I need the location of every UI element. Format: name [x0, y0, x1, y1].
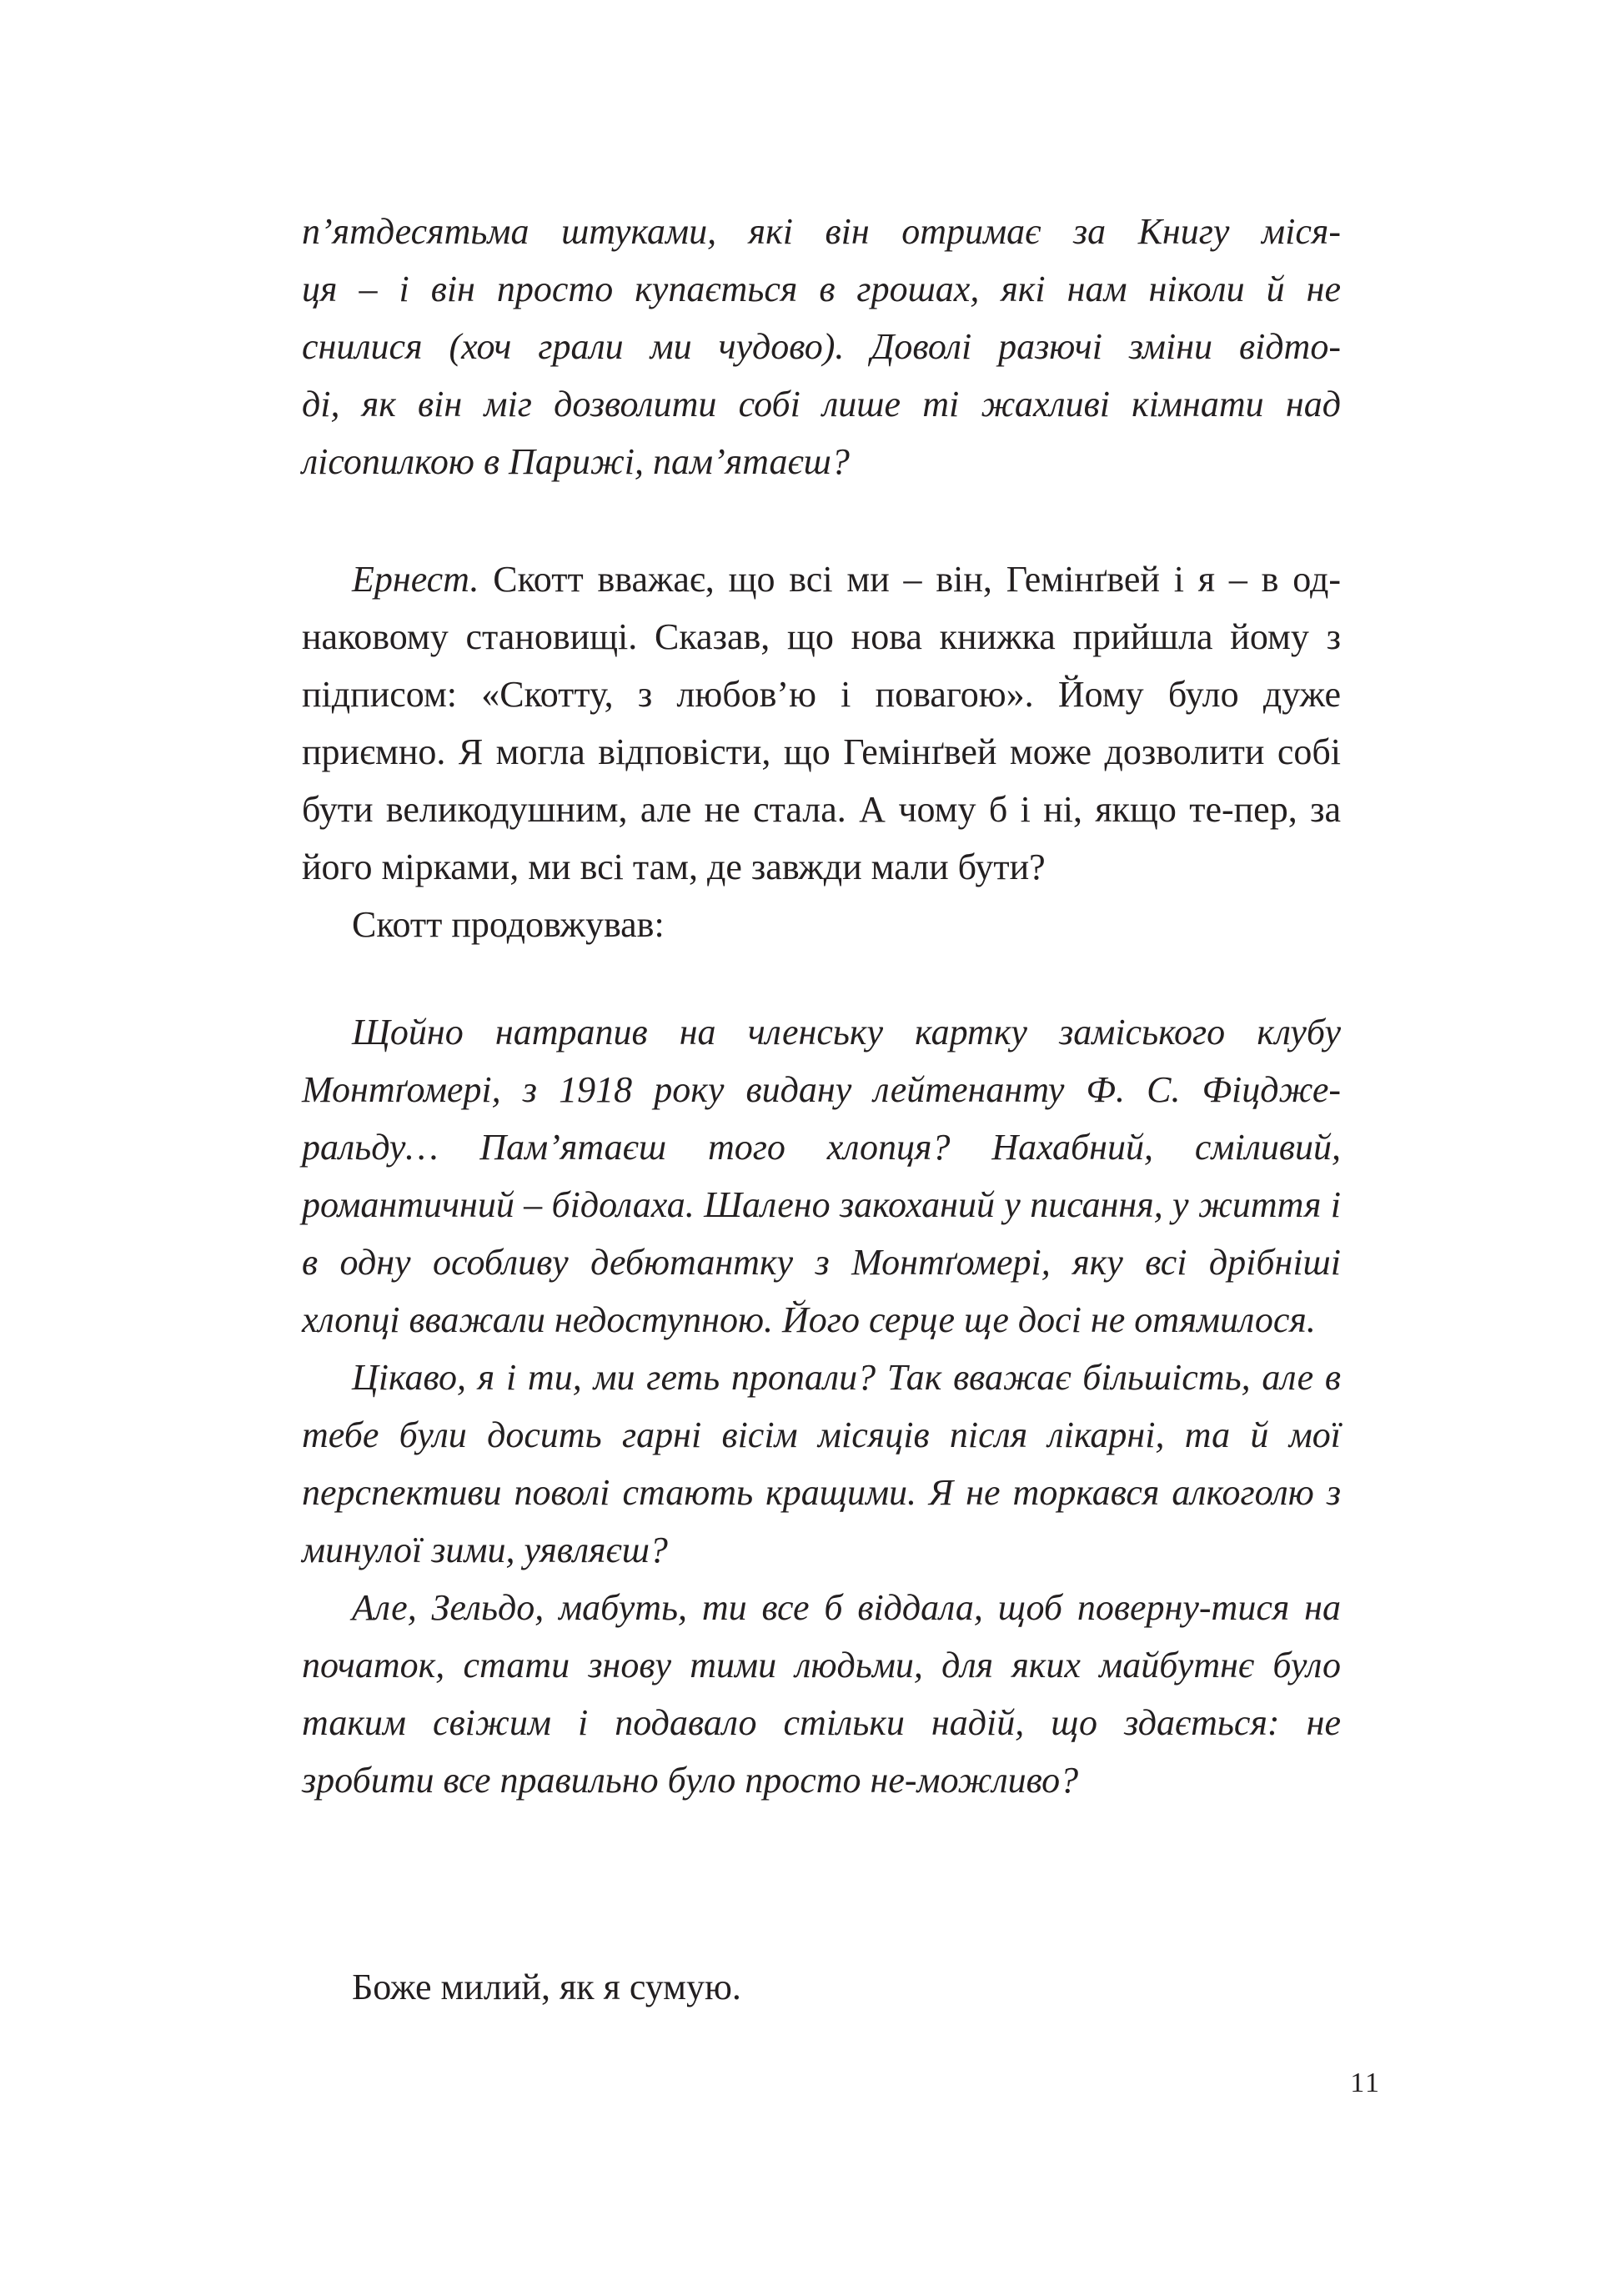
closing-block [302, 1958, 1341, 2016]
letter-line: ді, як він міг дозволити собі лише ті жахливі кімнати над [302, 384, 1341, 425]
letter-line: ця – і він просто купається в грошах, які нам ніколи й не [302, 269, 1341, 309]
letter-paragraph: Щойно натрапив на членську картку заміського клубу Монтґомері, з 1918 року видану лейтенанту Ф. С. Фіцдже-ральду… Пам’ятаєш того хлопця? Нахабний, сміливий, романтичний – бідолаха. Шалено закоханий у писання, у життя і в одну особливу дебютантку з Монтґомері, яку всі дрібніші хлопці вважали недоступною. Його серце ще досі не отямилося. [302, 1012, 1341, 1340]
letter-excerpt-continued [302, 203, 1341, 490]
narration-paragraph-short: Скотт продовжував: [352, 904, 665, 945]
letter-excerpt [302, 1003, 1341, 1809]
letter-line: снилися (хоч грали ми чудово). Доволі разючі зміни відто- [302, 326, 1341, 367]
addressee-name: Ернест. [352, 559, 479, 600]
letter-paragraph: Але, Зельдо, мабуть, ти все б віддала, щоб поверну-тися на початок, стати знову тими людьми, для яких майбутнє було таким свіжим і подавало стільки надій, що здається: не зробити все правильно було просто не-можливо? [302, 1587, 1341, 1801]
letter-paragraph: Цікаво, я і ти, ми геть пропали? Так вважає більшість, але в тебе були досить гарні вісім місяців після лікарні, та й мої перспективи поволі стають кращими. Я не торкався алкоголю з минулої зими, уявляєш? [302, 1357, 1341, 1570]
letter-line: лісопилкою в Парижі, пам’ятаєш? [302, 441, 850, 482]
narration-text: Скотт вважає, що всі ми – він, Гемінґвей і я – в од-наковому становищі. Сказав, що нова книжка прийшла йому з підписом: «Скотту, з любов’ю і повагою». Йому було дуже приємно. Я могла відповісти, що Гемінґвей може дозволити собі бути великодушним, але не стала. А чому б і ні, якщо те-пер, за його мірками, ми всі там, де завжди мали бути? [302, 559, 1341, 887]
narration-block [302, 550, 1341, 953]
narration-paragraph [302, 550, 1341, 896]
letter-line: п’ятдесятьма штуками, які він отримає за Книгу міся- [302, 211, 1341, 252]
closing-line: Боже милий, як я сумую. [352, 1967, 741, 2007]
page-number: 11 [1350, 2067, 1381, 2098]
